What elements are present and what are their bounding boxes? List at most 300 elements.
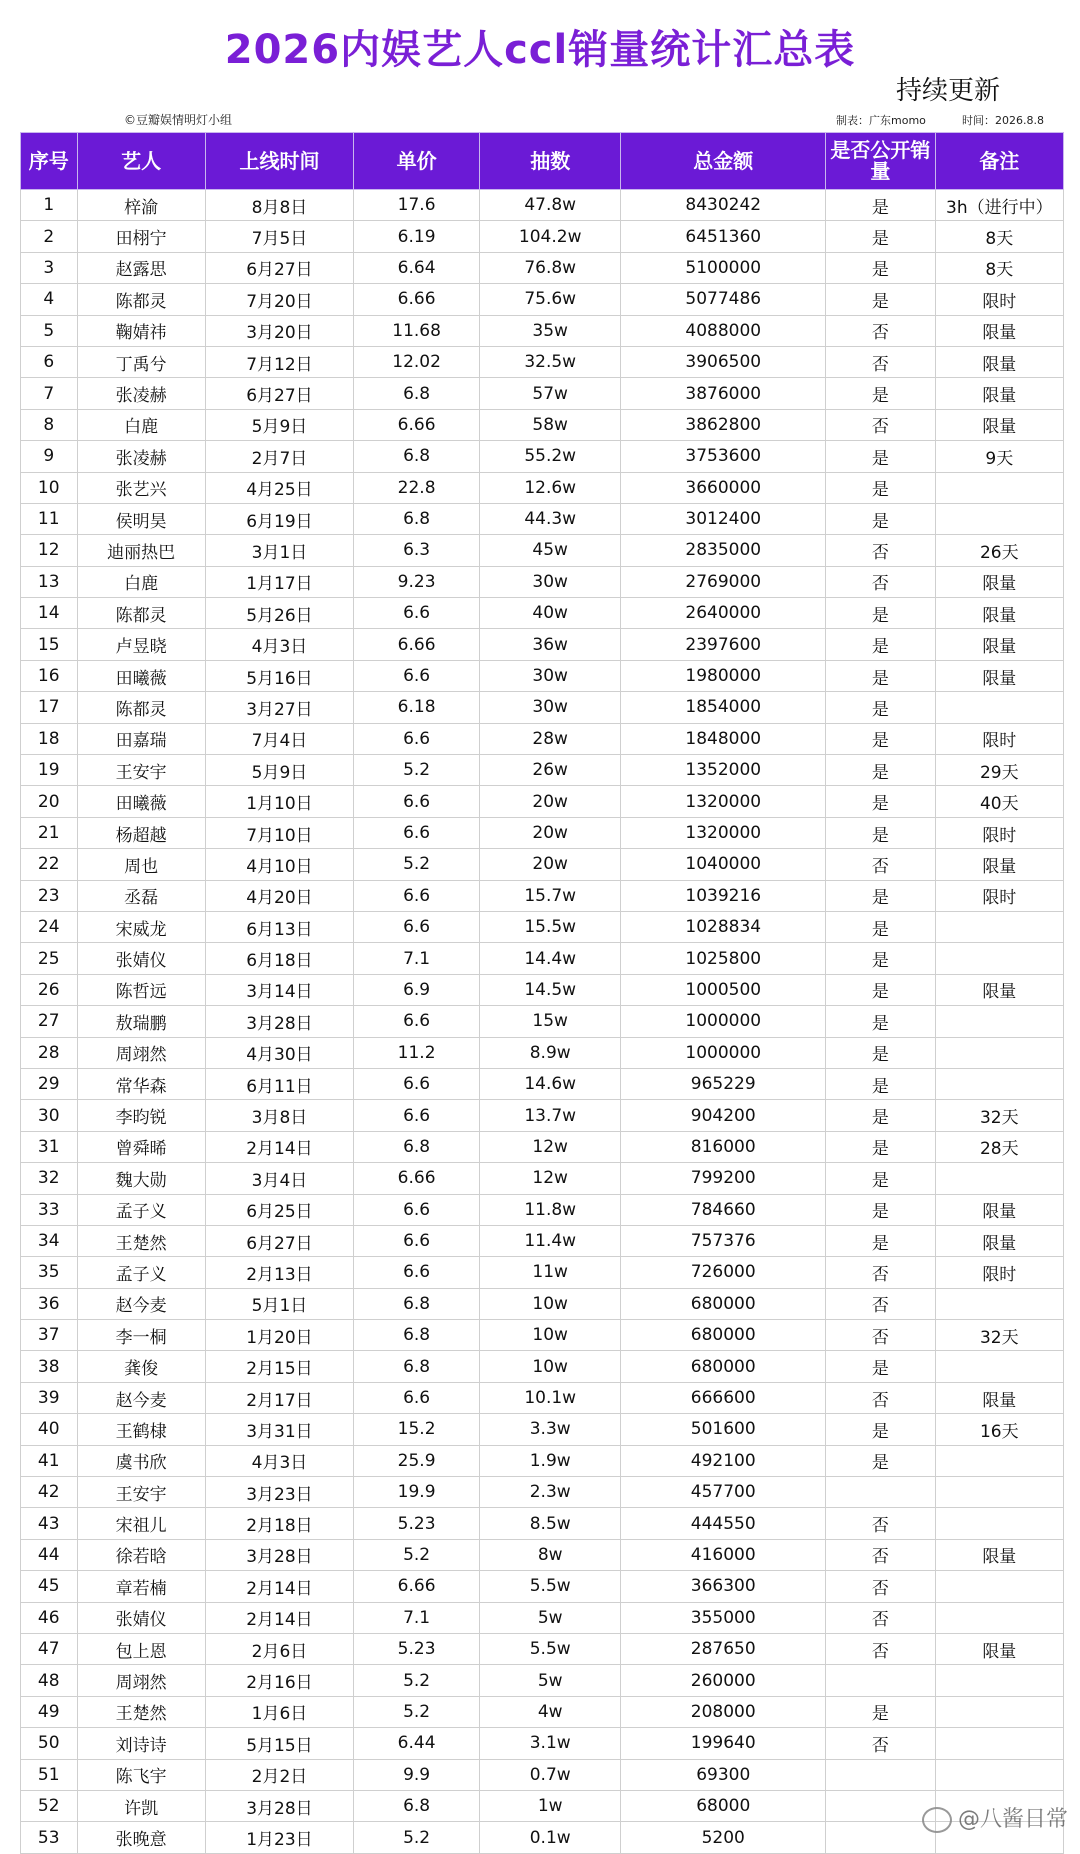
cell-draw-count: 4w <box>480 1696 621 1727</box>
cell-unit-price: 15.2 <box>354 1414 480 1445</box>
cell-total-amount: 208000 <box>621 1696 826 1727</box>
cell-index: 13 <box>21 566 78 597</box>
cell-note <box>935 692 1063 723</box>
cell-draw-count: 8.5w <box>480 1508 621 1539</box>
cell-public-sales <box>826 1665 935 1696</box>
cell-public-sales: 否 <box>826 1257 935 1288</box>
table-row <box>21 1131 1064 1162</box>
cell-index: 28 <box>21 1037 78 1068</box>
cell-unit-price: 6.6 <box>354 1382 480 1413</box>
cell-total-amount: 816000 <box>621 1131 826 1162</box>
cell-total-amount: 2835000 <box>621 535 826 566</box>
cell-unit-price: 6.18 <box>354 692 480 723</box>
cell-total-amount: 3660000 <box>621 472 826 503</box>
cell-public-sales: 是 <box>826 190 935 221</box>
cell-public-sales <box>826 1822 935 1853</box>
sales-table <box>20 132 1064 1854</box>
cell-unit-price: 12.02 <box>354 346 480 377</box>
cell-unit-price: 6.6 <box>354 1068 480 1099</box>
cell-note: 限量 <box>935 1194 1063 1225</box>
cell-launch-date: 3月1日 <box>205 535 353 566</box>
cell-draw-count: 10w <box>480 1320 621 1351</box>
cell-launch-date: 6月27日 <box>205 252 353 283</box>
cell-public-sales: 是 <box>826 1100 935 1131</box>
cell-note <box>935 1163 1063 1194</box>
cell-total-amount: 784660 <box>621 1194 826 1225</box>
cell-draw-count: 1.9w <box>480 1445 621 1476</box>
cell-total-amount: 260000 <box>621 1665 826 1696</box>
cell-draw-count: 20w <box>480 786 621 817</box>
cell-note: 限量 <box>935 346 1063 377</box>
cell-public-sales: 是 <box>826 284 935 315</box>
cell-artist: 赵露思 <box>77 252 205 283</box>
cell-draw-count: 15.5w <box>480 911 621 942</box>
cell-unit-price: 6.8 <box>354 503 480 534</box>
table-row <box>21 1822 1064 1853</box>
cell-unit-price: 6.6 <box>354 911 480 942</box>
cell-note: 限时 <box>935 1257 1063 1288</box>
cell-artist: 曾舜晞 <box>77 1131 205 1162</box>
cell-artist: 许凯 <box>77 1790 205 1821</box>
cell-index: 25 <box>21 943 78 974</box>
cell-launch-date: 7月10日 <box>205 817 353 848</box>
cell-unit-price: 6.66 <box>354 629 480 660</box>
table-row <box>21 692 1064 723</box>
cell-index: 16 <box>21 660 78 691</box>
cell-public-sales: 是 <box>826 911 935 942</box>
cell-artist: 卢昱晓 <box>77 629 205 660</box>
table-row <box>21 1225 1064 1256</box>
cell-launch-date: 4月3日 <box>205 629 353 660</box>
table-row <box>21 1320 1064 1351</box>
cell-launch-date: 6月18日 <box>205 943 353 974</box>
cell-index: 7 <box>21 378 78 409</box>
table-row <box>21 1445 1064 1476</box>
cell-total-amount: 3012400 <box>621 503 826 534</box>
cell-total-amount: 1000500 <box>621 974 826 1005</box>
cell-public-sales: 否 <box>826 1288 935 1319</box>
table-row <box>21 598 1064 629</box>
cell-unit-price: 7.1 <box>354 1602 480 1633</box>
cell-public-sales <box>826 1477 935 1508</box>
cell-draw-count: 11w <box>480 1257 621 1288</box>
cell-unit-price: 6.8 <box>354 1288 480 1319</box>
cell-draw-count: 10w <box>480 1288 621 1319</box>
cell-public-sales: 是 <box>826 943 935 974</box>
table-row <box>21 1728 1064 1759</box>
cell-launch-date: 3月20日 <box>205 315 353 346</box>
cell-index: 3 <box>21 252 78 283</box>
cell-artist: 张凌赫 <box>77 441 205 472</box>
cell-public-sales: 是 <box>826 598 935 629</box>
cell-artist: 刘诗诗 <box>77 1728 205 1759</box>
cell-draw-count: 15.7w <box>480 880 621 911</box>
cell-index: 11 <box>21 503 78 534</box>
cell-draw-count: 15w <box>480 1006 621 1037</box>
cell-public-sales: 否 <box>826 1320 935 1351</box>
cell-unit-price: 7.1 <box>354 943 480 974</box>
cell-note: 32天 <box>935 1320 1063 1351</box>
cell-public-sales: 否 <box>826 1633 935 1664</box>
table-row <box>21 1571 1064 1602</box>
cell-total-amount: 2769000 <box>621 566 826 597</box>
cell-artist: 虞书欣 <box>77 1445 205 1476</box>
cell-total-amount: 1848000 <box>621 723 826 754</box>
cell-artist: 王安宇 <box>77 755 205 786</box>
cell-note: 8天 <box>935 252 1063 283</box>
cell-note <box>935 1665 1063 1696</box>
cell-draw-count: 30w <box>480 692 621 723</box>
cell-note: 26天 <box>935 535 1063 566</box>
table-row <box>21 566 1064 597</box>
cell-total-amount: 4088000 <box>621 315 826 346</box>
table-row <box>21 346 1064 377</box>
cell-index: 42 <box>21 1477 78 1508</box>
cell-draw-count: 14.4w <box>480 943 621 974</box>
cell-launch-date: 5月1日 <box>205 1288 353 1319</box>
cell-launch-date: 6月27日 <box>205 378 353 409</box>
cell-index: 24 <box>21 911 78 942</box>
cell-public-sales: 否 <box>826 346 935 377</box>
table-row <box>21 1037 1064 1068</box>
cell-note: 限量 <box>935 409 1063 440</box>
cell-artist: 侯明昊 <box>77 503 205 534</box>
cell-launch-date: 4月25日 <box>205 472 353 503</box>
cell-note: 限时 <box>935 723 1063 754</box>
cell-launch-date: 2月2日 <box>205 1759 353 1790</box>
cell-unit-price: 6.8 <box>354 441 480 472</box>
cell-total-amount: 2397600 <box>621 629 826 660</box>
cell-unit-price: 5.2 <box>354 849 480 880</box>
cell-artist: 梓渝 <box>77 190 205 221</box>
cell-public-sales: 否 <box>826 1728 935 1759</box>
cell-index: 45 <box>21 1571 78 1602</box>
cell-public-sales: 是 <box>826 1006 935 1037</box>
cell-artist: 鞠婧祎 <box>77 315 205 346</box>
cell-draw-count: 10w <box>480 1351 621 1382</box>
cell-launch-date: 1月20日 <box>205 1320 353 1351</box>
cell-launch-date: 1月17日 <box>205 566 353 597</box>
cell-total-amount: 355000 <box>621 1602 826 1633</box>
cell-launch-date: 3月14日 <box>205 974 353 1005</box>
cell-unit-price: 6.9 <box>354 974 480 1005</box>
table-row <box>21 472 1064 503</box>
cell-artist: 包上恩 <box>77 1633 205 1664</box>
cell-public-sales: 是 <box>826 1225 935 1256</box>
table-row <box>21 378 1064 409</box>
cell-index: 9 <box>21 441 78 472</box>
cell-launch-date: 6月25日 <box>205 1194 353 1225</box>
cell-artist: 丞磊 <box>77 880 205 911</box>
cell-note: 限量 <box>935 378 1063 409</box>
cell-launch-date: 4月10日 <box>205 849 353 880</box>
cell-artist: 周翊然 <box>77 1665 205 1696</box>
table-row <box>21 441 1064 472</box>
table-body <box>21 190 1064 1854</box>
table-row <box>21 1100 1064 1131</box>
cell-total-amount: 680000 <box>621 1320 826 1351</box>
cell-artist: 徐若晗 <box>77 1539 205 1570</box>
cell-unit-price: 6.64 <box>354 252 480 283</box>
cell-index: 34 <box>21 1225 78 1256</box>
cell-draw-count: 12.6w <box>480 472 621 503</box>
cell-unit-price: 22.8 <box>354 472 480 503</box>
cell-note: 限量 <box>935 566 1063 597</box>
cell-launch-date: 2月13日 <box>205 1257 353 1288</box>
cell-draw-count: 0.1w <box>480 1822 621 1853</box>
cell-total-amount: 1000000 <box>621 1037 826 1068</box>
cell-public-sales: 是 <box>826 1037 935 1068</box>
table-header-row <box>21 133 1064 190</box>
cell-total-amount: 3862800 <box>621 409 826 440</box>
table-row <box>21 1194 1064 1225</box>
cell-unit-price: 17.6 <box>354 190 480 221</box>
table-row <box>21 1759 1064 1790</box>
cell-total-amount: 680000 <box>621 1288 826 1319</box>
cell-launch-date: 4月3日 <box>205 1445 353 1476</box>
cell-total-amount: 69300 <box>621 1759 826 1790</box>
cell-note: 限量 <box>935 849 1063 880</box>
cell-launch-date: 3月23日 <box>205 1477 353 1508</box>
cell-note: 限时 <box>935 284 1063 315</box>
cell-index: 19 <box>21 755 78 786</box>
cell-public-sales: 是 <box>826 1445 935 1476</box>
cell-public-sales: 否 <box>826 566 935 597</box>
table-row <box>21 1257 1064 1288</box>
cell-artist: 李一桐 <box>77 1320 205 1351</box>
cell-note <box>935 503 1063 534</box>
cell-launch-date: 1月10日 <box>205 786 353 817</box>
cell-draw-count: 0.7w <box>480 1759 621 1790</box>
cell-launch-date: 3月31日 <box>205 1414 353 1445</box>
cell-artist: 赵今麦 <box>77 1382 205 1413</box>
cell-note: 限时 <box>935 817 1063 848</box>
cell-draw-count: 13.7w <box>480 1100 621 1131</box>
cell-total-amount: 3906500 <box>621 346 826 377</box>
cell-draw-count: 3.3w <box>480 1414 621 1445</box>
cell-index: 30 <box>21 1100 78 1131</box>
cell-draw-count: 28w <box>480 723 621 754</box>
cell-unit-price: 6.6 <box>354 598 480 629</box>
cell-artist: 陈哲远 <box>77 974 205 1005</box>
cell-total-amount: 1980000 <box>621 660 826 691</box>
cell-public-sales: 是 <box>826 660 935 691</box>
cell-draw-count: 11.4w <box>480 1225 621 1256</box>
cell-note: 32天 <box>935 1100 1063 1131</box>
table-row <box>21 1665 1064 1696</box>
cell-launch-date: 2月15日 <box>205 1351 353 1382</box>
page-subtitle: 持续更新 <box>895 76 1000 106</box>
cell-draw-count: 14.6w <box>480 1068 621 1099</box>
cell-total-amount: 757376 <box>621 1225 826 1256</box>
cell-total-amount: 666600 <box>621 1382 826 1413</box>
cell-index: 44 <box>21 1539 78 1570</box>
cell-artist: 田嘉瑞 <box>77 723 205 754</box>
cell-launch-date: 2月6日 <box>205 1633 353 1664</box>
cell-total-amount: 6451360 <box>621 221 826 252</box>
table-row <box>21 1633 1064 1664</box>
table-row <box>21 1602 1064 1633</box>
cell-unit-price: 6.8 <box>354 1790 480 1821</box>
cell-total-amount: 904200 <box>621 1100 826 1131</box>
cell-note: 限量 <box>935 1382 1063 1413</box>
cell-launch-date: 5月9日 <box>205 755 353 786</box>
cell-total-amount: 2640000 <box>621 598 826 629</box>
cell-total-amount: 1039216 <box>621 880 826 911</box>
table-row <box>21 911 1064 942</box>
cell-public-sales: 是 <box>826 723 935 754</box>
cell-note <box>935 472 1063 503</box>
cell-note: 限量 <box>935 1539 1063 1570</box>
cell-note <box>935 1445 1063 1476</box>
cell-public-sales: 是 <box>826 880 935 911</box>
cell-draw-count: 8.9w <box>480 1037 621 1068</box>
cell-public-sales: 是 <box>826 1163 935 1194</box>
table-row <box>21 1508 1064 1539</box>
cell-public-sales: 是 <box>826 817 935 848</box>
cell-launch-date: 3月27日 <box>205 692 353 723</box>
cell-index: 8 <box>21 409 78 440</box>
cell-public-sales: 是 <box>826 378 935 409</box>
table-row <box>21 880 1064 911</box>
header-artist: 艺人 <box>77 133 205 190</box>
cell-index: 40 <box>21 1414 78 1445</box>
cell-artist: 张艺兴 <box>77 472 205 503</box>
cell-index: 51 <box>21 1759 78 1790</box>
cell-index: 10 <box>21 472 78 503</box>
cell-total-amount: 8430242 <box>621 190 826 221</box>
cell-draw-count: 30w <box>480 660 621 691</box>
cell-artist: 杨超越 <box>77 817 205 848</box>
cell-artist: 王楚然 <box>77 1696 205 1727</box>
cell-artist: 章若楠 <box>77 1571 205 1602</box>
cell-note: 40天 <box>935 786 1063 817</box>
table-row <box>21 1414 1064 1445</box>
cell-launch-date: 5月15日 <box>205 1728 353 1759</box>
cell-note: 限量 <box>935 598 1063 629</box>
cell-total-amount: 680000 <box>621 1351 826 1382</box>
cell-launch-date: 1月6日 <box>205 1696 353 1727</box>
page-title: 2026内娱艺人ccl销量统计汇总表 <box>224 27 856 73</box>
cell-artist: 宋威龙 <box>77 911 205 942</box>
table-row <box>21 1790 1064 1821</box>
cell-launch-date: 2月7日 <box>205 441 353 472</box>
cell-launch-date: 7月4日 <box>205 723 353 754</box>
cell-index: 50 <box>21 1728 78 1759</box>
cell-total-amount: 366300 <box>621 1571 826 1602</box>
cell-public-sales <box>826 1790 935 1821</box>
cell-note <box>935 1006 1063 1037</box>
cell-index: 2 <box>21 221 78 252</box>
cell-index: 33 <box>21 1194 78 1225</box>
cell-total-amount: 1854000 <box>621 692 826 723</box>
cell-index: 29 <box>21 1068 78 1099</box>
cell-artist: 丁禹兮 <box>77 346 205 377</box>
cell-public-sales: 是 <box>826 252 935 283</box>
cell-note: 8天 <box>935 221 1063 252</box>
cell-note <box>935 1068 1063 1099</box>
cell-unit-price: 5.2 <box>354 1665 480 1696</box>
cell-public-sales: 是 <box>826 1414 935 1445</box>
cell-launch-date: 7月12日 <box>205 346 353 377</box>
cell-launch-date: 6月19日 <box>205 503 353 534</box>
cell-total-amount: 3876000 <box>621 378 826 409</box>
cell-artist: 王楚然 <box>77 1225 205 1256</box>
cell-unit-price: 6.3 <box>354 535 480 566</box>
cell-total-amount: 5077486 <box>621 284 826 315</box>
cell-index: 35 <box>21 1257 78 1288</box>
cell-note: 限量 <box>935 629 1063 660</box>
cell-unit-price: 25.9 <box>354 1445 480 1476</box>
cell-index: 49 <box>21 1696 78 1727</box>
cell-total-amount: 1025800 <box>621 943 826 974</box>
cell-launch-date: 1月23日 <box>205 1822 353 1853</box>
maker-text: 制表：广东momo <box>836 114 926 127</box>
cell-public-sales: 否 <box>826 1382 935 1413</box>
cell-note: 9天 <box>935 441 1063 472</box>
cell-artist: 王鹤棣 <box>77 1414 205 1445</box>
cell-unit-price: 5.23 <box>354 1633 480 1664</box>
cell-unit-price: 5.2 <box>354 1539 480 1570</box>
cell-draw-count: 11.8w <box>480 1194 621 1225</box>
cell-artist: 李昀锐 <box>77 1100 205 1131</box>
cell-index: 32 <box>21 1163 78 1194</box>
table-row <box>21 943 1064 974</box>
cell-index: 41 <box>21 1445 78 1476</box>
cell-total-amount: 1000000 <box>621 1006 826 1037</box>
cell-draw-count: 57w <box>480 378 621 409</box>
cell-unit-price: 6.6 <box>354 880 480 911</box>
cell-note: 限量 <box>935 315 1063 346</box>
cell-note <box>935 1477 1063 1508</box>
watermark-text: @八酱日常 <box>957 1807 1068 1832</box>
cell-artist: 田曦薇 <box>77 660 205 691</box>
cell-index: 43 <box>21 1508 78 1539</box>
cell-public-sales: 是 <box>826 629 935 660</box>
cell-public-sales: 否 <box>826 1602 935 1633</box>
cell-unit-price: 9.9 <box>354 1759 480 1790</box>
header-index: 序号 <box>21 133 78 190</box>
cell-draw-count: 35w <box>480 315 621 346</box>
cell-public-sales: 否 <box>826 849 935 880</box>
cell-artist: 白鹿 <box>77 566 205 597</box>
cell-index: 48 <box>21 1665 78 1696</box>
table-row <box>21 190 1064 221</box>
cell-draw-count: 5w <box>480 1665 621 1696</box>
cell-draw-count: 75.6w <box>480 284 621 315</box>
table-row <box>21 1006 1064 1037</box>
cell-launch-date: 4月30日 <box>205 1037 353 1068</box>
cell-public-sales: 是 <box>826 1068 935 1099</box>
cell-draw-count: 12w <box>480 1131 621 1162</box>
cell-artist: 白鹿 <box>77 409 205 440</box>
header-public-sales: 是否公开销量 <box>826 133 935 190</box>
cell-index: 21 <box>21 817 78 848</box>
cell-launch-date: 5月9日 <box>205 409 353 440</box>
cell-draw-count: 3.1w <box>480 1728 621 1759</box>
cell-launch-date: 3月28日 <box>205 1539 353 1570</box>
header-launch-date: 上线时间 <box>205 133 353 190</box>
cell-unit-price: 6.66 <box>354 1571 480 1602</box>
cell-note <box>935 1288 1063 1319</box>
cell-index: 53 <box>21 1822 78 1853</box>
table-row <box>21 817 1064 848</box>
cell-total-amount: 1320000 <box>621 786 826 817</box>
cell-artist: 魏大勋 <box>77 1163 205 1194</box>
cell-draw-count: 14.5w <box>480 974 621 1005</box>
table-row <box>21 535 1064 566</box>
cell-artist: 陈都灵 <box>77 692 205 723</box>
